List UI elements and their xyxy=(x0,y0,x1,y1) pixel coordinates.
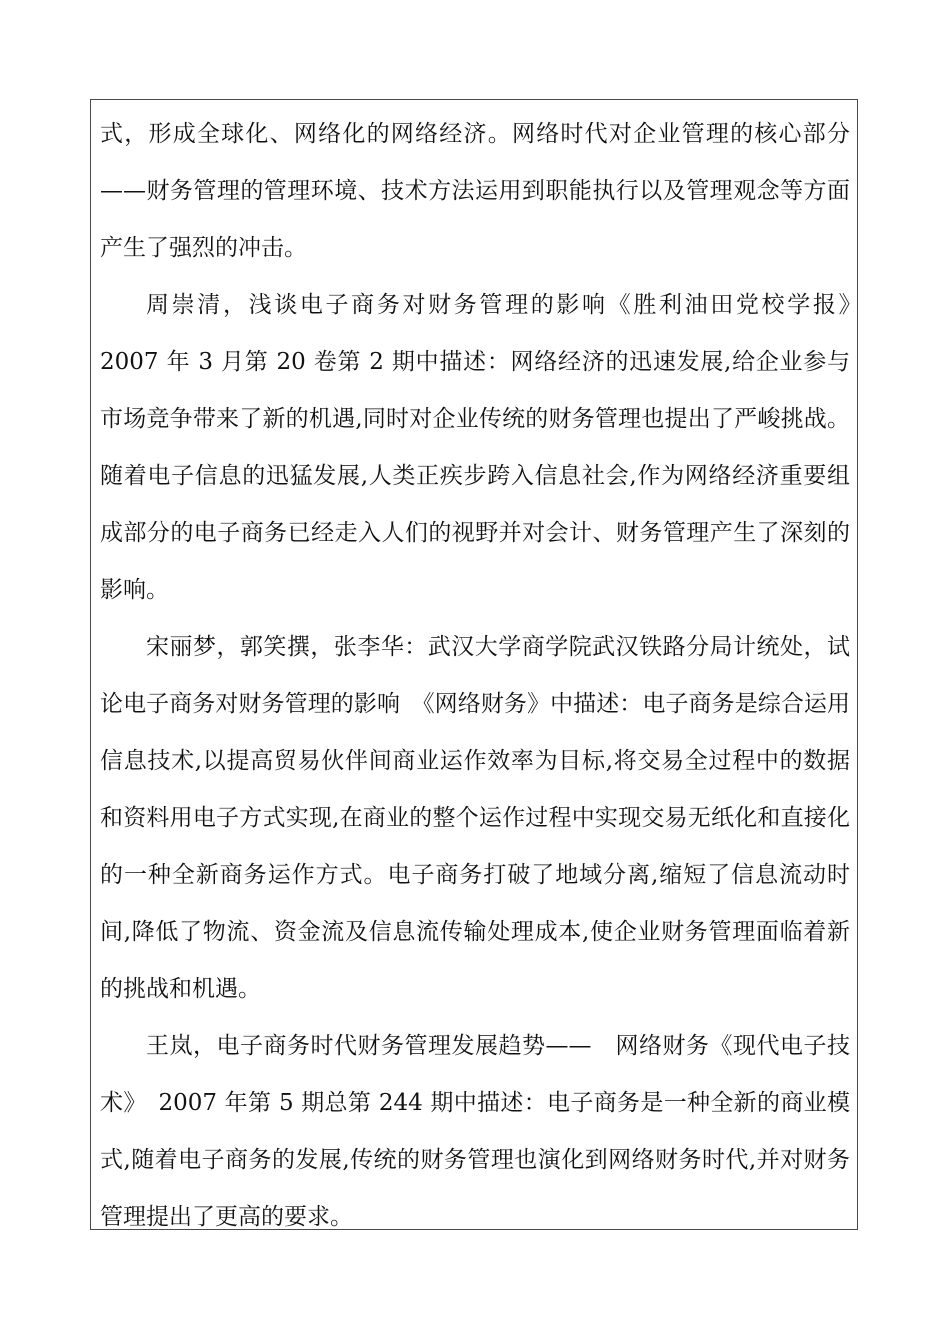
document-body xyxy=(100,106,873,1246)
paragraph-wang-lan: 王岚，电子商务时代财务管理发展趋势—— 网络财务《现代电子技术》 2007 年第 5 期总第 244 期中描述：电子商务是一种全新的商业模式,随着电子商务的发展,传统的财务管理也演化到网络财务时代,并对财务管理提出了更高的要求。 xyxy=(100,1033,850,1230)
paragraph-intro-continuation: 式，形成全球化、网络化的网络经济。网络时代对企业管理的核心部分——财务管理的管理环境、技术方法运用到职能执行以及管理观念等方面产生了强烈的冲击。 xyxy=(100,121,850,261)
paragraph-song-limeng: 宋丽梦，郭笑撰，张李华：武汉大学商学院武汉铁路分局计统处，试论电子商务对财务管理的影响 《网络财务》中描述：电子商务是综合运用信息技术,以提高贸易伙伴间商业运作效率为目标,将交易全过程中的数据和资料用电子方式实现,在商业的整个运作过程中实现交易无纸化和直接化的一种全新商务运作方式。电子商务打破了地域分离,缩短了信息流动时间,降低了物流、资金流及信息流传输处理成本,使企业财务管理面临着新的挑战和机遇。 xyxy=(100,634,850,1002)
paragraph-zhou-chongqing: 周崇清，浅谈电子商务对财务管理的影响《胜利油田党校学报》 2007 年 3 月第 20 卷第 2 期中描述：网络经济的迅速发展,给企业参与市场竞争带来了新的机遇,同时对企业传统的财务管理也提出了严峻挑战。随着电子信息的迅猛发展,人类正疾步跨入信息社会,作为网络经济重要组成部分的电子商务已经走入人们的视野并对会计、财务管理产生了深刻的影响。 xyxy=(100,292,873,603)
